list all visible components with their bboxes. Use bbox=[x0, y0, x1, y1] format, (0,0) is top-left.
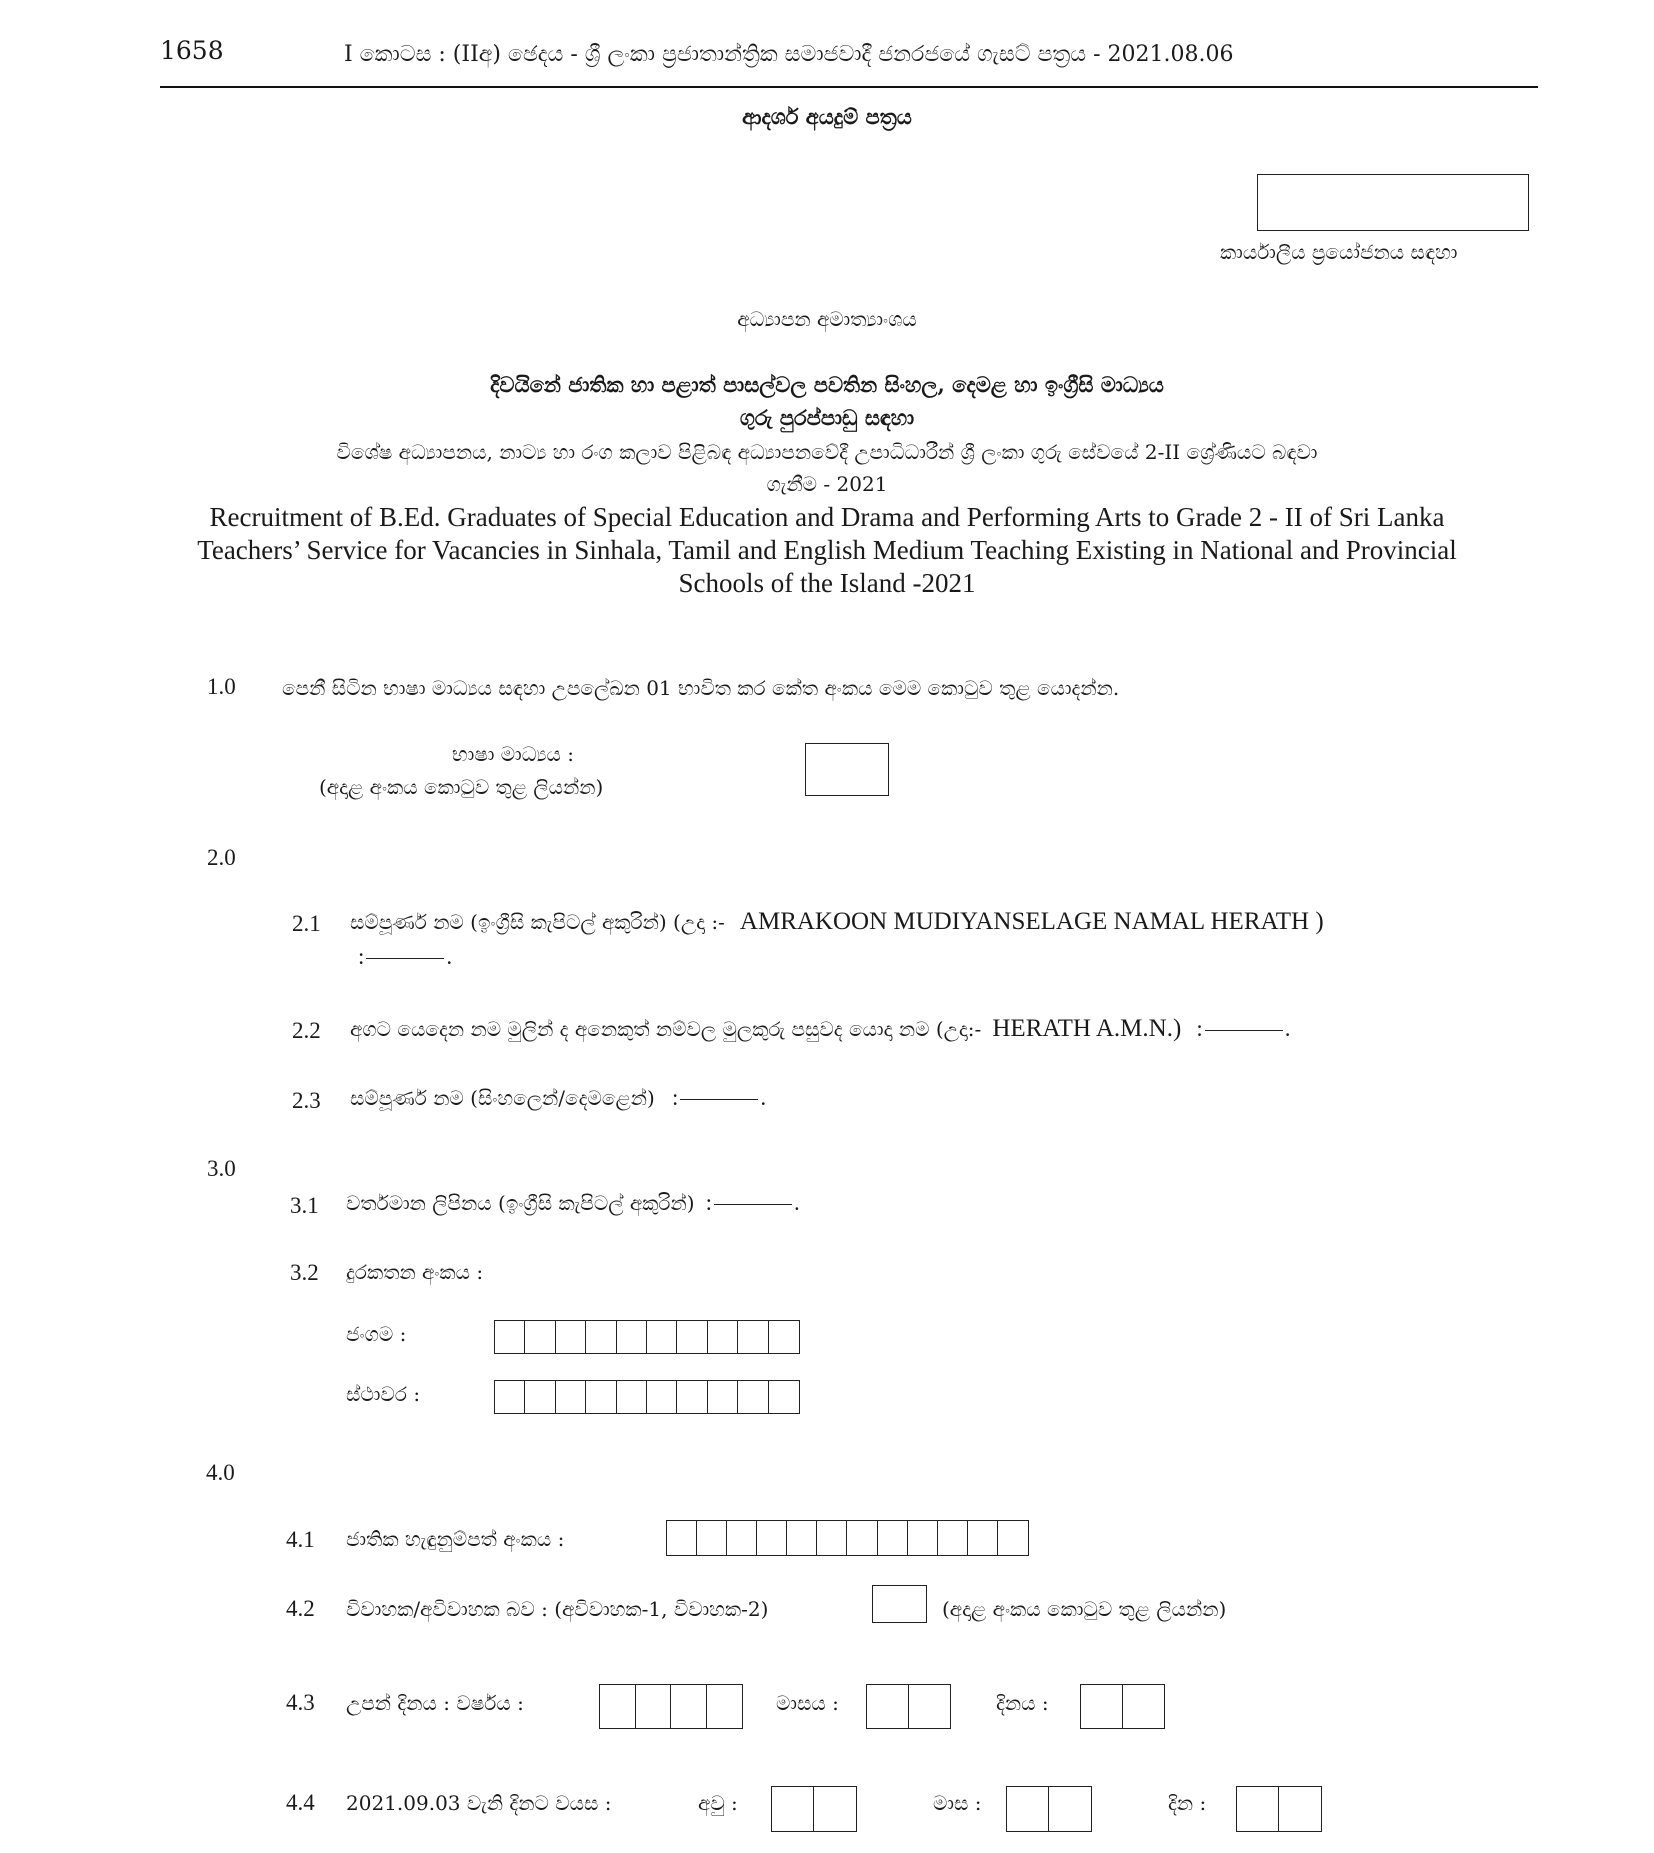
question-3-2-number: 3.2 bbox=[290, 1260, 319, 1285]
question-3-1-label bbox=[346, 1190, 800, 1216]
blank-line bbox=[366, 958, 444, 959]
full-name-sinhala-field[interactable] bbox=[672, 1085, 766, 1110]
colon: : bbox=[358, 944, 365, 969]
digit-cell[interactable] bbox=[647, 1321, 677, 1353]
age-years-label: අවු : bbox=[698, 1791, 738, 1815]
digit-cell[interactable] bbox=[556, 1381, 586, 1413]
digit-cell[interactable] bbox=[814, 1787, 856, 1831]
period: . bbox=[794, 1190, 800, 1215]
page-number: 1658 bbox=[160, 36, 224, 65]
age-months-label: මාස : bbox=[933, 1791, 982, 1815]
header-divider bbox=[160, 86, 1538, 88]
digit-cell[interactable] bbox=[867, 1685, 909, 1728]
digit-cell[interactable] bbox=[847, 1521, 877, 1555]
birth-day-label: දිනය : bbox=[996, 1691, 1049, 1715]
question-3-1-text: වර්තමාන ලිපිනය (ඉංග්‍රීසි කැපිටල් අකුරින්) bbox=[346, 1191, 695, 1215]
question-2-1-number: 2.1 bbox=[292, 911, 321, 936]
digit-cell[interactable] bbox=[878, 1521, 908, 1555]
full-name-english-field[interactable] bbox=[358, 944, 452, 970]
question-2-2-number: 2.2 bbox=[292, 1018, 321, 1043]
section-2-number: 2.0 bbox=[207, 845, 236, 870]
digit-cell[interactable] bbox=[1049, 1787, 1091, 1831]
sinhala-title-line-2: ගුරු පුරප්පාඩු සඳහා bbox=[739, 405, 915, 430]
digit-cell[interactable] bbox=[738, 1381, 768, 1413]
digit-cell[interactable] bbox=[647, 1381, 677, 1413]
digit-cell[interactable] bbox=[636, 1685, 672, 1728]
question-4-3-text: උපන් දිනය : වර්ෂය : bbox=[346, 1691, 524, 1715]
section-1-instruction: පෙනී සිටින භාෂා මාධ්‍යය සඳහා උපලේඛන 01 භාවිත කර කේත අංකය මෙම කොටුව තුළ යොදන්න. bbox=[282, 676, 1120, 700]
period: . bbox=[1284, 1016, 1291, 1041]
blank-line bbox=[1205, 1030, 1283, 1031]
digit-cell[interactable] bbox=[1237, 1787, 1279, 1831]
period: . bbox=[760, 1085, 767, 1110]
question-2-3-number: 2.3 bbox=[292, 1088, 321, 1113]
digit-cell[interactable] bbox=[525, 1381, 555, 1413]
age-days-grid[interactable] bbox=[1236, 1786, 1322, 1832]
birth-month-grid[interactable] bbox=[866, 1684, 951, 1729]
gazette-header-title: I කොටස : (IIඅ) ඡෙදය - ශ්‍රී ලංකා ප්‍රජාතාන්ත්‍රික සමාජවාදී ජනරජයේ ගැසට් පත්‍රය - 2021.08.06 bbox=[344, 42, 1234, 67]
question-3-2-text: දුරකතන අංකය : bbox=[346, 1260, 484, 1284]
language-medium-sublabel: (අදාළ අංකය කොටුව තුළ ලියන්න) bbox=[319, 775, 604, 799]
name-with-initials-field[interactable] bbox=[1196, 1016, 1290, 1041]
digit-cell[interactable] bbox=[708, 1381, 738, 1413]
digit-cell[interactable] bbox=[677, 1321, 707, 1353]
digit-cell[interactable] bbox=[817, 1521, 847, 1555]
question-4-4-number: 4.4 bbox=[286, 1790, 315, 1815]
digit-cell[interactable] bbox=[617, 1381, 647, 1413]
question-4-4-text: 2021.09.03 වැනි දිනට වයස : bbox=[346, 1791, 612, 1815]
colon: : bbox=[705, 1190, 712, 1215]
question-4-2-number: 4.2 bbox=[286, 1596, 315, 1621]
question-2-1-text: සම්පූර්ණ නම (ඉංග්‍රීසි කැපිටල් අකුරින්) (උදා :- bbox=[350, 910, 725, 934]
digit-cell[interactable] bbox=[769, 1321, 799, 1353]
digit-cell[interactable] bbox=[1007, 1787, 1049, 1831]
digit-cell[interactable] bbox=[727, 1521, 757, 1555]
question-4-1-text: ජාතික හැඳුනුම්පත් අංකය : bbox=[346, 1527, 565, 1551]
digit-cell[interactable] bbox=[738, 1321, 768, 1353]
digit-cell[interactable] bbox=[772, 1787, 814, 1831]
blank-line bbox=[714, 1204, 792, 1205]
mobile-number-grid[interactable] bbox=[494, 1320, 800, 1354]
digit-cell[interactable] bbox=[495, 1381, 525, 1413]
question-2-3-label bbox=[350, 1085, 766, 1111]
digit-cell[interactable] bbox=[667, 1521, 697, 1555]
digit-cell[interactable] bbox=[586, 1321, 616, 1353]
digit-cell[interactable] bbox=[998, 1521, 1028, 1555]
language-medium-label: භාෂා මාධ්‍යය : bbox=[452, 742, 574, 766]
section-1-number: 1.0 bbox=[207, 674, 236, 699]
digit-cell[interactable] bbox=[525, 1321, 555, 1353]
digit-cell[interactable] bbox=[1081, 1685, 1123, 1728]
english-title-line-2: Teachers’ Service for Vacancies in Sinhala, Tamil and English Medium Teaching Existing in National and Provincial bbox=[197, 535, 1457, 565]
age-years-grid[interactable] bbox=[771, 1786, 857, 1832]
digit-cell[interactable] bbox=[1123, 1685, 1165, 1728]
question-3-1-number: 3.1 bbox=[290, 1193, 319, 1218]
colon: : bbox=[671, 1085, 679, 1110]
sinhala-title-line-1: දිවයිනේ ජාතික හා පළාත් පාසල්වල පවතින සිංහල, දෙමළ හා ඉංග්‍රීසි මාධ්‍යය bbox=[490, 372, 1164, 397]
digit-cell[interactable] bbox=[707, 1685, 743, 1728]
marital-status-input-box[interactable] bbox=[872, 1585, 927, 1623]
fixed-line-label: ස්ථාවර : bbox=[346, 1382, 421, 1406]
digit-cell[interactable] bbox=[968, 1521, 998, 1555]
birth-day-grid[interactable] bbox=[1080, 1684, 1165, 1729]
digit-cell[interactable] bbox=[757, 1521, 787, 1555]
question-2-1-label bbox=[350, 908, 1324, 936]
address-field[interactable] bbox=[706, 1190, 800, 1215]
question-4-2-text: විවාහක/අවිවාහක බව : (අවිවාහක-1, විවාහක-2) bbox=[346, 1597, 769, 1621]
language-medium-input-box[interactable] bbox=[805, 743, 889, 796]
digit-cell[interactable] bbox=[586, 1381, 616, 1413]
digit-cell[interactable] bbox=[1279, 1787, 1321, 1831]
question-2-2-example: HERATH A.M.N.) bbox=[992, 1015, 1182, 1042]
period: . bbox=[446, 944, 453, 969]
birth-year-grid[interactable] bbox=[599, 1684, 743, 1729]
nic-number-grid[interactable] bbox=[666, 1520, 1029, 1556]
question-4-3-number: 4.3 bbox=[286, 1690, 315, 1715]
digit-cell[interactable] bbox=[671, 1685, 707, 1728]
question-2-1-example: AMRAKOON MUDIYANSELAGE NAMAL HERATH ) bbox=[739, 908, 1324, 935]
digit-cell[interactable] bbox=[556, 1321, 586, 1353]
ministry-name: අධ්‍යාපන අමාත්‍යාංශය bbox=[737, 307, 917, 331]
colon: : bbox=[1196, 1016, 1203, 1041]
question-2-2-text: අගට යෙදෙන නම මුලින් ද අනෙකුත් නම්වල මුලකුරු පසුවද යොදා නම (උදා:- bbox=[350, 1017, 982, 1041]
digit-cell[interactable] bbox=[909, 1685, 951, 1728]
digit-cell[interactable] bbox=[617, 1321, 647, 1353]
digit-cell[interactable] bbox=[495, 1321, 525, 1353]
fixed-number-grid[interactable] bbox=[494, 1380, 800, 1414]
digit-cell[interactable] bbox=[908, 1521, 938, 1555]
blank-line bbox=[680, 1099, 758, 1100]
age-months-grid[interactable] bbox=[1006, 1786, 1092, 1832]
age-days-label: දින : bbox=[1168, 1791, 1207, 1815]
office-use-label: කාර්යාලීය ප්‍රයෝජනය සඳහා bbox=[1220, 240, 1458, 264]
english-title-line-1: Recruitment of B.Ed. Graduates of Special Education and Drama and Performing Arts to Grade 2 - II of Sri Lanka bbox=[209, 502, 1445, 532]
digit-cell[interactable] bbox=[697, 1521, 727, 1555]
section-3-number: 3.0 bbox=[207, 1156, 236, 1181]
sinhala-title-line-4: ගැනීම - 2021 bbox=[766, 472, 888, 496]
question-4-1-number: 4.1 bbox=[286, 1527, 315, 1552]
digit-cell[interactable] bbox=[787, 1521, 817, 1555]
digit-cell[interactable] bbox=[677, 1381, 707, 1413]
question-2-3-text: සම්පූර්ණ නම (සිංහලෙන්/දෙමළෙන්) bbox=[350, 1086, 655, 1110]
digit-cell[interactable] bbox=[938, 1521, 968, 1555]
mobile-label: ජංගම : bbox=[346, 1322, 407, 1346]
question-4-2-note: (අදාළ අංකය කොටුව තුළ ලියන්න) bbox=[942, 1597, 1227, 1621]
question-2-2-label bbox=[350, 1015, 1291, 1043]
birth-month-label: මාසය : bbox=[776, 1691, 839, 1715]
english-title-line-3: Schools of the Island -2021 bbox=[678, 568, 976, 598]
digit-cell[interactable] bbox=[708, 1321, 738, 1353]
office-use-box[interactable] bbox=[1257, 174, 1529, 231]
digit-cell[interactable] bbox=[769, 1381, 799, 1413]
section-4-number: 4.0 bbox=[206, 1460, 235, 1485]
form-title: ආදර්ශ අයදුම් පත්‍රය bbox=[742, 104, 912, 129]
sinhala-title-line-3: විශේෂ අධ්‍යාපනය, නාට්‍ය හා රංග කලාව පිළිබඳ අධ්‍යාපනවේදී උපාධිධාරීන් ශ්‍රී ලංකා ගුරු සේවයේ 2-II ශ්‍රේණියට බඳවා bbox=[336, 440, 1318, 464]
digit-cell[interactable] bbox=[600, 1685, 636, 1728]
